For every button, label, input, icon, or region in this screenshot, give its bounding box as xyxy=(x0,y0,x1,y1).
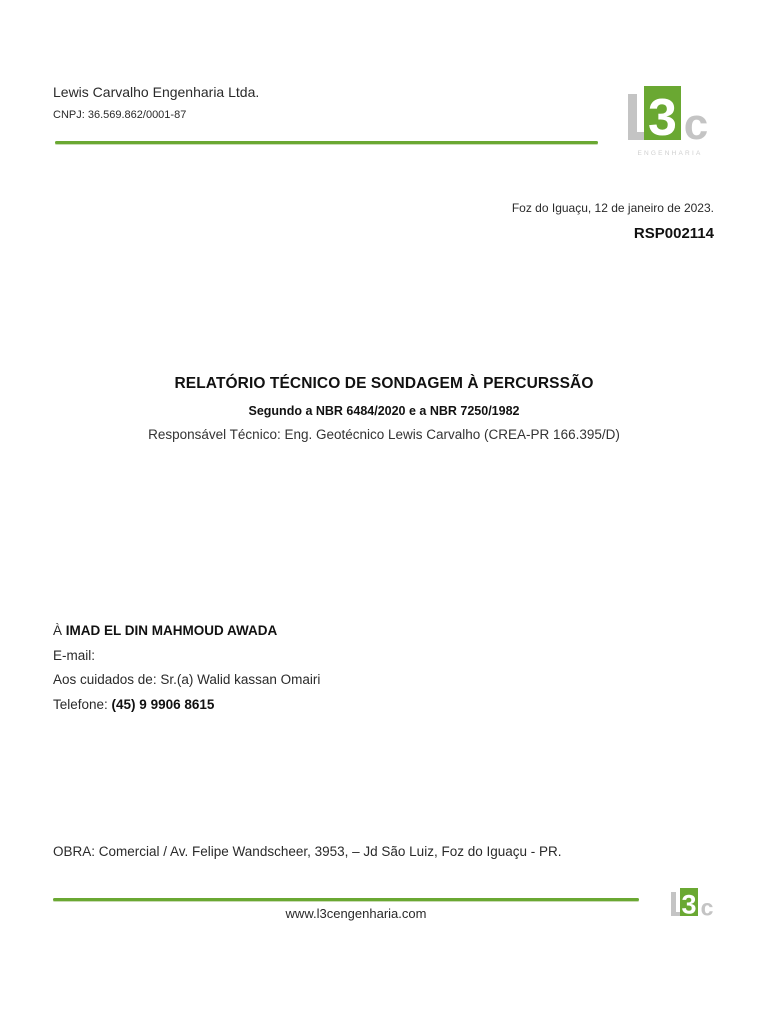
report-title: RELATÓRIO TÉCNICO DE SONDAGEM À PERCURSSÃO xyxy=(174,375,594,392)
reference-code: RSP002114 xyxy=(633,225,714,242)
phone-line xyxy=(53,697,214,712)
svg-text:c: c xyxy=(683,100,709,149)
responsible-engineer: Responsável Técnico: Eng. Geotécnico Lewis Carvalho (CREA-PR 166.395/D) xyxy=(148,427,620,442)
care-of-line: Aos cuidados de: Sr.(a) Walid kassan Omairi xyxy=(53,672,321,687)
l3c-footer-logo xyxy=(669,886,717,922)
company-name: Lewis Carvalho Engenharia Ltda. xyxy=(53,84,260,100)
report-subtitle: Segundo a NBR 6484/2020 e a NBR 7250/1982 xyxy=(248,404,520,418)
header-divider xyxy=(55,141,598,144)
addressee-line xyxy=(53,623,277,638)
addressee-name: IMAD EL DIN MAHMOUD AWADA xyxy=(65,623,278,638)
svg-text:c: c xyxy=(700,894,714,921)
obra-line: OBRA: Comercial / Av. Felipe Wandscheer, 3953, – Jd São Luiz, Foz do Iguaçu - PR. xyxy=(53,844,562,859)
date-line: Foz do Iguaçu, 12 de janeiro de 2023. xyxy=(511,201,714,215)
svg-text:3: 3 xyxy=(648,89,677,147)
email-label: E-mail: xyxy=(53,648,96,663)
company-cnpj: CNPJ: 36.569.862/0001-87 xyxy=(53,109,187,121)
website-link[interactable]: www.l3cengenharia.com xyxy=(285,906,427,921)
addressee-prefix: À xyxy=(53,623,66,638)
l3c-logo xyxy=(624,84,716,158)
svg-text:ENGENHARIA: ENGENHARIA xyxy=(637,150,703,157)
svg-text:3: 3 xyxy=(681,889,697,920)
phone-label: Telefone: xyxy=(53,697,112,712)
phone-value: (45) 9 9906 8615 xyxy=(111,697,215,712)
footer-divider xyxy=(53,898,639,901)
